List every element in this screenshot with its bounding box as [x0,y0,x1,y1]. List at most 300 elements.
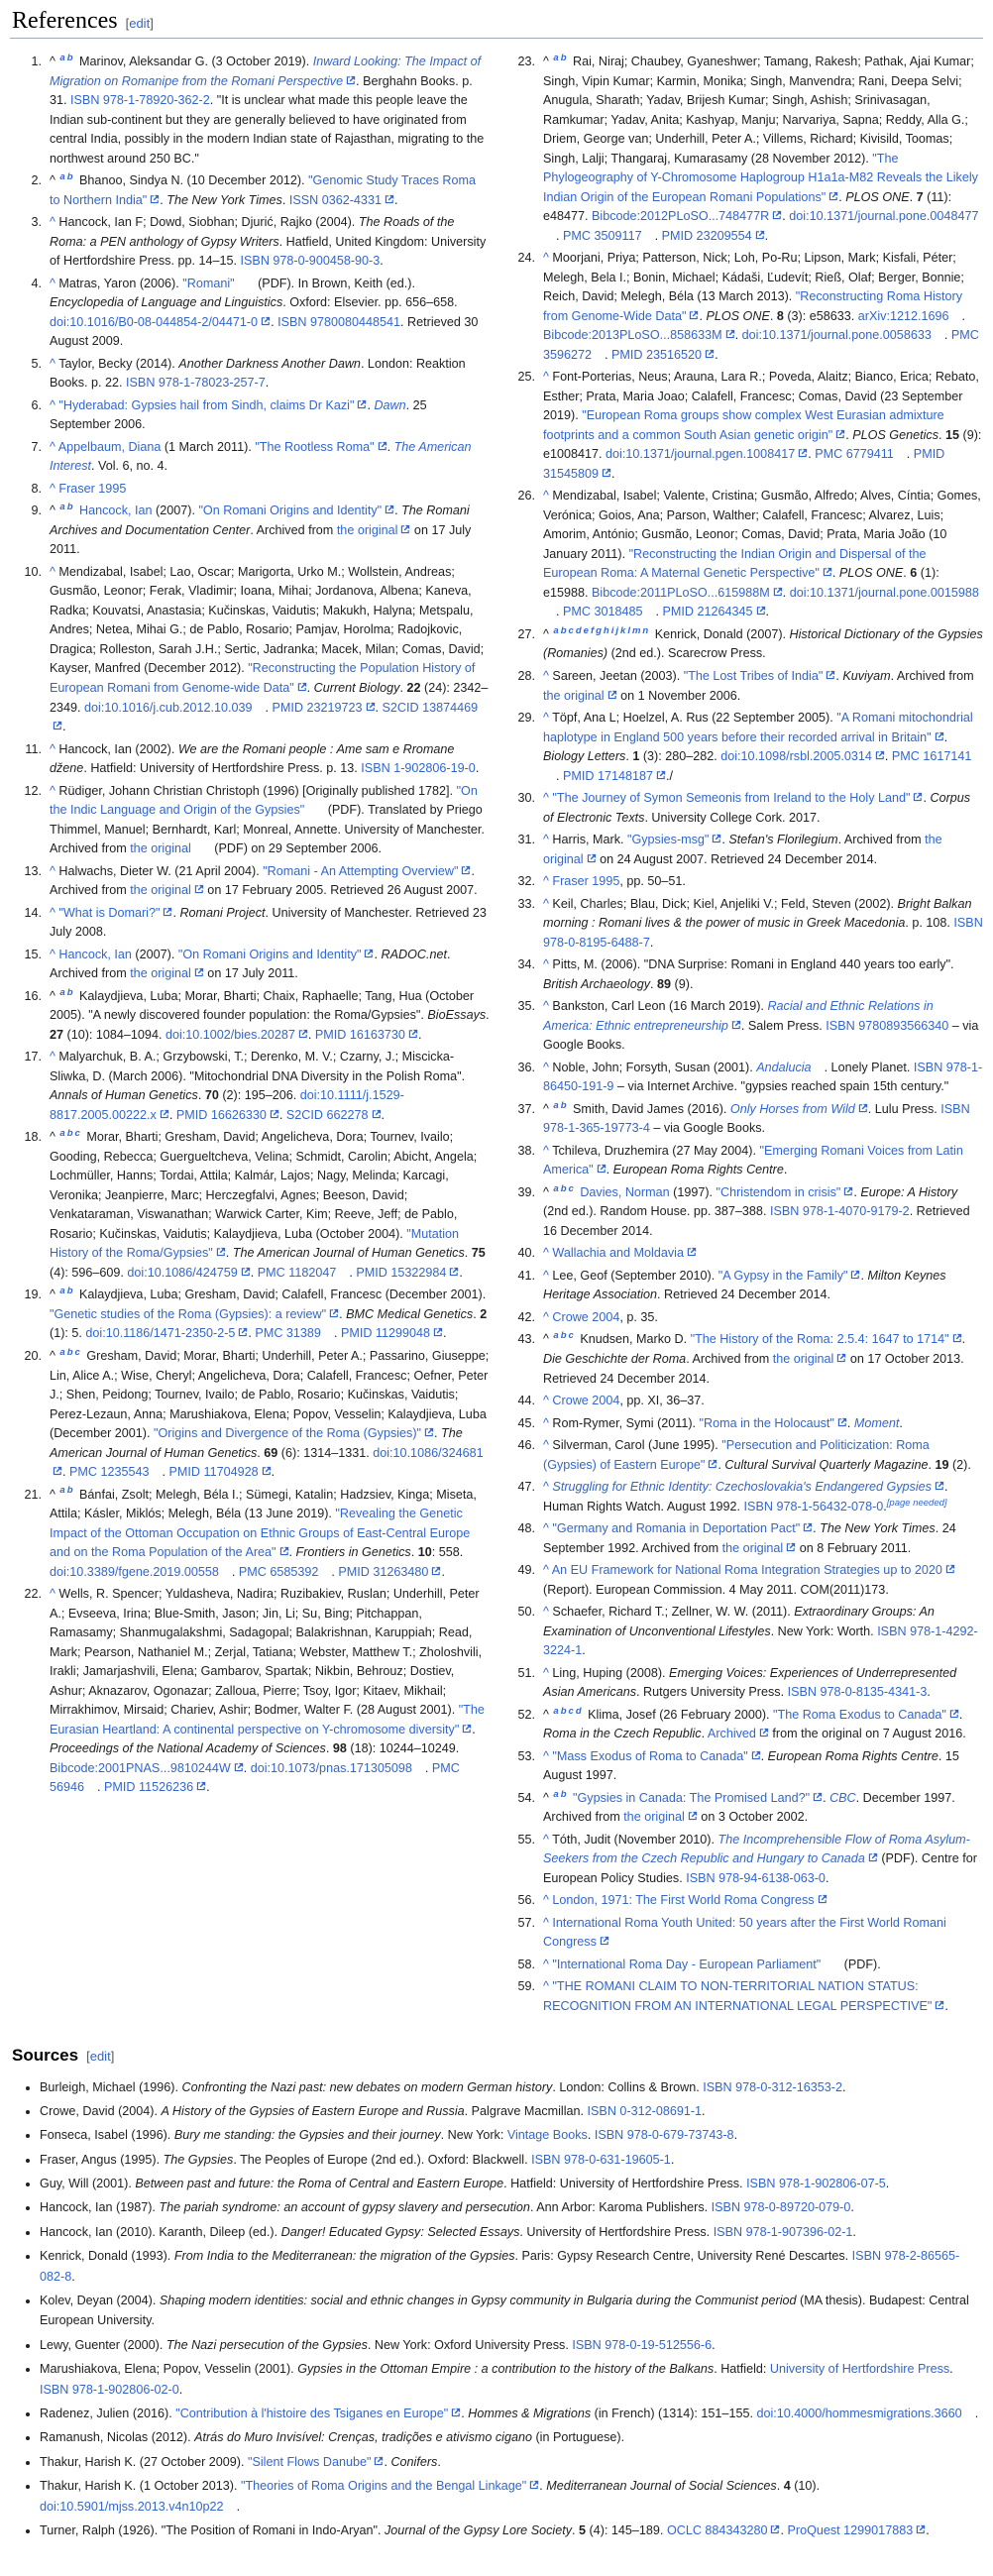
external-reference-link[interactable]: "The Rootless Roma" [255,440,386,454]
backlink-caret-icon[interactable]: ^ [50,783,55,798]
backlink-letter[interactable]: a [553,1705,559,1717]
external-reference-link[interactable]: doi:10.1086/424759 [127,1266,250,1280]
external-reference-link[interactable]: "Gypsies-msg" [627,833,721,846]
reference-link[interactable]: PMC 1617141 [891,749,972,764]
reference-link[interactable]: Fraser 1995 [58,481,127,496]
backlink-caret-icon[interactable]: ^ [50,215,55,230]
ref-italic-text: Mediterranean Journal of Social Sciences [546,2479,777,2494]
backlink-caret-icon[interactable]: ^ [50,1587,55,1602]
backlink-caret-icon[interactable]: ^ [50,439,55,454]
missing-access-icon-gap [894,445,907,465]
backlink-caret-icon[interactable]: ^ [543,1979,549,1994]
backlink-letter[interactable]: b [66,1346,73,1358]
backlink-caret-icon[interactable]: ^ [50,564,55,579]
external-reference-link[interactable]: PMID 17148187 [563,769,666,783]
external-reference-link[interactable]: "The Roma Exodus to Canada" [773,1708,959,1722]
reference-link[interactable]: CBC [829,1790,856,1805]
external-reference-link[interactable]: the original [623,1810,698,1824]
backlink-caret-icon[interactable]: ^ [543,1309,549,1324]
backlink-caret-icon[interactable]: ^ [543,874,549,889]
reference-item [543,1831,983,1889]
external-reference-link[interactable]: "Genetic studies of the Roma (Gypsies): a review" [50,1307,339,1321]
reference-link[interactable]: Appelbaum, Diana [57,439,162,454]
external-reference-link[interactable]: The Incomprehensible Flow of Roma Asylum-Seekers from the Czech Republic and Hungary to Canada [543,1833,970,1866]
reference-link[interactable]: doi:10.1371/journal.pone.0015988 [789,585,979,600]
reference-link[interactable]: ISBN 978-0-900458-90-3 [240,254,381,269]
reference-link[interactable]: doi:10.1371/journal.pone.0058633 [741,328,932,343]
ref-text: Schaefer, Richard T.; Zellner, W. W. (2011). [552,1605,795,1620]
backlink-letter[interactable]: d [575,1705,582,1717]
external-reference-link[interactable]: "Mutation History of the Roma/Gypsies" [50,1227,459,1261]
backlink-letter[interactable]: a [59,1286,65,1297]
backlink-letter[interactable]: a [59,1346,65,1358]
external-reference-link[interactable]: Bibcode:2013PLoSO...858633M [543,328,735,342]
ref-text: . [437,2454,441,2469]
backlink-letter[interactable]: c [74,1128,80,1140]
backlink-letter[interactable]: b [560,1330,567,1342]
external-reference-link[interactable]: "The Lost Tribes of India" [684,669,836,683]
ref-text: . [374,947,382,961]
reference-link[interactable]: doi:10.1016/j.cub.2012.10.039 [84,700,253,715]
external-reference-link[interactable]: doi:10.1002/bies.20287 [166,1028,308,1042]
source-item [40,2335,983,2355]
backlink-caret-icon[interactable]: ^ [543,1748,549,1763]
ref-text: . [649,935,654,950]
ref-text: on 17 July 2011. [50,522,472,557]
external-reference-link[interactable]: doi:10.1186/1471-2350-2-5 [85,1326,248,1340]
backlink-caret-icon[interactable]: ^ [543,833,549,847]
external-reference-link[interactable]: doi:10.1098/rsbl.2005.0314 [720,749,885,763]
reference-link[interactable]: Hancock, Ian [58,947,132,961]
reference-link[interactable]: PMC 1235543 [69,1465,150,1480]
backlink-caret-icon[interactable]: ^ [543,1521,549,1536]
backlink-caret-icon[interactable]: ^ [543,489,549,504]
reference-link[interactable]: University of Hertfordshire Press [769,2362,950,2377]
reference-link[interactable]: PMC 31389 [255,1326,321,1341]
backlink-caret-icon[interactable]: ^ [543,1246,549,1261]
external-reference-link[interactable]: "The History of the Roma: 2.5.4: 1647 to 1714" [691,1332,962,1346]
reference-link[interactable]: ISBN 978-94-6138-063-0 [686,1870,826,1885]
reference-link[interactable]: The American Interest [50,439,472,474]
reference-item [543,872,983,892]
backlink-letter[interactable]: e [583,624,589,636]
ref-text: from the original on 7 August 2016. [768,1727,966,1741]
reference-link[interactable]: ISBN 978-1-78920-362-2 [70,93,210,108]
ref-text: . [265,700,273,715]
reference-link[interactable]: ISBN 978-0-8195-6488-7 [543,916,983,950]
reference-link[interactable]: doi:10.1073/pnas.171305098 [250,1760,412,1775]
reference-link[interactable]: Moment [853,1415,900,1430]
backlink-caret-icon[interactable]: ^ [543,1957,549,1971]
backlink-caret-icon[interactable]: ^ [543,1915,549,1930]
backlink-letter[interactable]: b [66,502,73,513]
reference-link[interactable]: doi:10.4000/hommesmigrations.3660 [756,2406,962,2420]
external-reference-link[interactable]: Struggling for Ethnic Identity: Czechoslovakia's Endangered Gypsies [552,1480,944,1494]
ref-text: . [974,2406,979,2420]
external-reference-link[interactable]: the original [130,966,204,980]
reference-link[interactable]: doi:10.1371/journal.pone.0048477 [789,209,979,224]
backlink-letter[interactable]: l [627,624,630,636]
backlink-caret-icon[interactable]: ^ [50,863,55,878]
backlink-letter[interactable]: c [568,624,574,636]
reference-item [543,1100,983,1139]
external-reference-link[interactable]: doi:10.1016/B0-08-044854-2/04471-0 [50,315,271,329]
external-reference-link[interactable]: "The Eurasian Heartland: A continental perspective on Y-chromosome diversity" [50,1703,485,1736]
reference-link[interactable]: doi:10.5901/mjss.2013.v4n10p22 [40,2499,224,2514]
external-reference-link[interactable]: "A Gypsy in the Family" [718,1269,861,1283]
ref-text: . [380,254,384,269]
external-reference-link[interactable]: Racial and Ethnic Relations in America: Ethnic entrepreneurship [543,999,934,1033]
reference-link[interactable]: ISBN 978-0-8135-4341-3 [787,1685,928,1700]
ref-text: (18): 10244–10249. [346,1741,460,1756]
external-link-icon [798,445,808,465]
reference-link[interactable]: arXiv:1212.1696 [857,308,949,323]
ref-text: (24): 2342–2349. [50,680,489,715]
backlink-caret-icon[interactable]: ^ [543,1268,549,1283]
reference-link[interactable]: ISBN 978-0-679-73743-8 [594,2128,734,2143]
external-reference-link[interactable]: Bibcode:2011PLoSO...615988M [592,586,783,600]
external-reference-link[interactable]: "Theories of Roma Origins and the Bengal Linkage" [241,2479,539,2493]
reference-link[interactable]: Crowe 2004 [552,1309,620,1324]
page-needed-link[interactable]: [page needed] [886,1497,947,1509]
backlink-caret-icon[interactable]: ^ [543,1415,549,1430]
backlink-letter[interactable]: b [560,624,567,636]
external-reference-link[interactable]: International Roma Youth United: 50 years after the First World Romani Congress [543,1916,946,1950]
reference-link[interactable]: Crowe 2004 [552,1394,620,1408]
backlink-letter[interactable]: m [631,624,641,636]
external-reference-link[interactable]: doi:10.1086/324681 [50,1446,484,1480]
backlink-caret-icon[interactable]: ^ [50,905,55,920]
external-reference-link[interactable]: S2CID 662278 [286,1108,382,1122]
ref-text: . [434,1426,442,1441]
external-link-icon [298,1026,308,1046]
reference-link[interactable]: ISBN 978-1-86450-191-9 [543,1060,983,1094]
ref-text: . [712,2337,716,2352]
backlink-caret-icon[interactable]: ^ [50,947,55,961]
backlink-letter[interactable]: b [66,1485,73,1497]
external-reference-link[interactable]: PMID 23219723 [272,701,375,715]
external-reference-link[interactable]: PMID 16163730 [315,1028,418,1042]
reference-link[interactable]: Davies, Norman [580,1184,670,1199]
reference-link[interactable]: Fraser 1995 [552,874,620,889]
external-reference-link[interactable]: the original [722,1541,797,1555]
edit-sources-link[interactable]: edit [89,2048,111,2064]
backlink-letter[interactable]: n [642,624,649,636]
external-reference-link[interactable]: "Contribution à l'histoire des Tsiganes en Europe" [175,2407,461,2420]
external-reference-link[interactable]: PMID 31545809 [543,447,944,481]
backlink-letter[interactable]: a [553,624,559,636]
external-reference-link[interactable]: PMID 23209554 [662,229,765,243]
backlink-letter[interactable]: b [560,1705,567,1717]
backlink-letter[interactable]: b [66,1286,73,1297]
external-reference-link[interactable]: the original [130,883,204,897]
external-reference-link[interactable]: "Roma in the Holocaust" [700,1416,847,1430]
external-reference-link[interactable]: "THE ROMANI CLAIM TO NON-TERRITORIAL NATION STATUS: RECOGNITION FROM AN INTERNATIONAL LEGAL PERSPECTIVE" [543,1979,944,2013]
backlink-letter[interactable]: b [560,1099,567,1111]
backlink-letter[interactable]: b [66,52,73,63]
backlink-letter[interactable]: g [596,624,602,636]
ref-italic-text: The Nazi persecution of the Gypsies [166,2337,368,2352]
external-reference-link[interactable]: "The Phylogeography of Y-Chromosome Haplogroup H1a1a-M82 Reveals the Likely Indian Origin of the European Romani Populations" [543,152,978,204]
ref-text: . [168,1107,176,1122]
reference-link[interactable]: PMC 6585392 [238,1564,319,1579]
external-reference-link[interactable]: ISSN 0362-4331 [289,193,394,207]
external-reference-link[interactable]: the original [543,689,617,703]
backlink-letter[interactable]: c [74,1346,80,1358]
external-reference-link[interactable]: the original [543,833,942,866]
external-reference-link[interactable]: PMID 11526236 [104,1780,206,1794]
reference-link[interactable]: doi:10.3389/fgene.2019.00558 [50,1564,219,1579]
reference-item [543,1664,983,1703]
backlink-caret-icon[interactable]: ^ [50,397,55,412]
reference-link[interactable]: PMC 3596272 [543,328,979,362]
external-reference-link[interactable]: PMID 15322984 [356,1266,459,1280]
backlink-letter[interactable]: a [553,1099,559,1111]
backlink-caret-icon[interactable]: ^ [543,1060,549,1074]
backlink-letter[interactable]: a [553,1788,559,1800]
backlink-letter[interactable]: i [610,624,614,636]
backlink-letter[interactable]: a [553,1330,559,1342]
backlink-caret-icon[interactable]: ^ [50,276,55,290]
external-reference-link[interactable]: doi:10.1111/j.1529-8817.2005.00222.x [50,1088,404,1122]
reference-link[interactable]: "On the Indic Language and Origin of the Gypsies" [50,783,478,818]
reference-link[interactable]: ISBN 978-1-56432-078-0 [743,1499,884,1513]
external-reference-link[interactable]: OCLC 884343280 [667,2523,781,2537]
external-reference-link[interactable]: Bibcode:2012PLoSO...748477R [592,209,782,223]
backlink-letter[interactable]: a [59,52,65,63]
backlink-caret-icon[interactable]: ^ [543,791,549,806]
external-reference-link[interactable]: PMID 21264345 [663,605,766,618]
sources-list [10,2077,983,2541]
reference-link[interactable]: ISBN 978-0-19-512556-6 [572,2337,713,2352]
external-reference-link[interactable]: "Revealing the Genetic Impact of the Ottoman Occupation on Ethnic Groups of East-Central Europe and on the Roma Population of the Area" [50,1507,470,1559]
ref-text: . [539,2479,547,2494]
ref-text: Noble, John; Forsyth, Susan (2001). [552,1060,757,1074]
external-reference-link[interactable]: Bibcode:2001PNAS...9810244W [50,1761,244,1775]
ref-text: . December 1997. Archived from [543,1790,955,1825]
backlink-letter[interactable]: h [603,624,609,636]
external-reference-link[interactable]: "Reconstructing the Indian Origin and Dispersal of the European Roma: A Maternal Genetic Perspective" [543,547,926,581]
reference-link[interactable]: ISBN 978-1-902806-07-5 [746,2177,886,2191]
ref-text: . [961,308,966,323]
reference-item [50,1286,490,1344]
backlink-caret-icon[interactable]: ^ [543,711,549,726]
references-heading-text: References [12,8,118,34]
reference-link[interactable]: PMC 1182047 [257,1265,337,1280]
reference-link[interactable]: ISBN 0-312-08691-1 [587,2103,703,2118]
external-reference-link[interactable]: ProQuest 1299017883 [787,2523,926,2537]
backlink-letter[interactable]: a [553,1182,559,1194]
backlink-caret-icon[interactable]: ^ [50,481,55,496]
reference-link[interactable]: ISBN 978-0-631-19605-1 [531,2152,671,2167]
external-link-icon [378,438,387,458]
ref-text: . [943,729,948,744]
edit-references-link[interactable]: edit [129,16,151,31]
backlink-letter[interactable]: f [590,624,595,636]
external-reference-link[interactable]: "Germany and Romania in Deportation Pact" [552,1521,813,1535]
external-reference-link[interactable]: doi:10.1371/journal.pgen.1008417 [606,447,808,461]
reference-link[interactable]: Dawn [374,397,406,412]
backlink-caret-icon[interactable]: ^ [543,1143,549,1158]
ref-text: . [944,1998,948,2013]
backlink-caret-icon[interactable]: ^ [543,1438,549,1453]
backlink-letter[interactable]: a [59,502,65,513]
external-link-icon [241,1264,251,1284]
external-reference-link[interactable]: London, 1971: The First World Roma Congress [552,1893,827,1907]
external-reference-link[interactable]: Inward Looking: The Impact of Migration on Romanipe from the Romani Perspective [50,55,481,88]
backlink-caret-icon[interactable]: ^ [543,1893,549,1908]
reference-link[interactable]: ISBN 978-2-86565-082-8 [40,2249,960,2284]
external-reference-link[interactable]: "Origins and Divergence of the Roma (Gypsies)" [154,1426,434,1440]
backlink-letters [552,53,567,63]
reference-link[interactable]: Vintage Books [506,2128,588,2143]
external-link-icon [451,2404,461,2423]
backlink-letter[interactable]: j [615,624,619,636]
backlink-letter[interactable]: c [568,1330,574,1342]
reference-link[interactable]: ISBN 978-1-4292-3224-1 [543,1624,978,1658]
backlink-caret-icon[interactable]: ^ [543,957,549,972]
reference-link[interactable]: PMC 3018485 [563,605,643,619]
reference-link[interactable]: ISBN 9780893566340 [826,1018,949,1033]
backlink-letter[interactable]: a [59,170,65,182]
reference-link[interactable]: "International Roma Day - European Parliament" [552,1957,822,1971]
external-reference-link[interactable]: Archived [708,1727,769,1740]
reference-link[interactable]: ISBN 978-0-89720-079-0 [711,2200,851,2215]
external-reference-link[interactable]: "Reconstructing Roma History from Genome-Wide Data" [543,289,962,323]
backlink-letter[interactable]: b [560,1182,567,1194]
backlink-caret-icon[interactable]: ^ [50,356,55,371]
backlink-caret-icon[interactable]: ^ [50,741,55,756]
external-reference-link[interactable]: An EU Framework for National Roma Integration Strategies up to 2020 [552,1563,955,1577]
external-reference-link[interactable]: the original [337,523,411,537]
backlink-letter[interactable]: c [568,1182,574,1194]
backlink-caret-icon[interactable]: ^ [543,370,549,385]
backlink-letter[interactable]: b [66,1128,73,1140]
backlink-letter[interactable]: k [620,624,626,636]
external-link-icon [935,1997,944,2017]
reference-link[interactable]: ISBN 978-1-4070-9179-2 [769,1204,910,1219]
backlink-letter[interactable]: b [560,52,567,63]
reference-link[interactable]: Andalucia [756,1060,812,1074]
ref-text: . [611,466,615,481]
reference-link[interactable]: ISBN 978-1-907396-02-1 [713,2224,853,2239]
ref-text: . Archived from [890,668,974,683]
external-reference-link[interactable]: Only Horses from Wild [730,1102,868,1116]
external-reference-link[interactable]: PMID 11299048 [341,1326,443,1340]
external-reference-link[interactable]: PMID 16626330 [176,1108,279,1122]
ref-text: Kenrick, Donald (2007). [654,626,790,641]
external-reference-link[interactable]: "Reconstructing the Population History of European Romani from Genome-wide Data" [50,661,475,695]
external-reference-link[interactable]: PMID 23516520 [611,348,715,362]
reference-link[interactable]: ISBN 1-902806-19-0 [361,761,476,776]
external-reference-link[interactable]: "On Romani Origins and Identity" [178,948,375,961]
backlink-letter[interactable]: b [66,986,73,998]
backlink-letter[interactable]: c [568,1705,574,1717]
backlink-letter[interactable]: a [59,1128,65,1140]
backlink-letter[interactable]: a [59,1485,65,1497]
external-reference-link[interactable]: "On Romani Origins and Identity" [198,504,394,517]
external-reference-link[interactable]: "Mass Exodus of Roma to Canada" [552,1749,760,1763]
external-reference-link[interactable]: PMID 31263480 [338,1565,441,1579]
backlink-caret-icon[interactable]: ^ [543,251,549,266]
external-reference-link[interactable]: "The Journey of Symon Semeonis from Ireland to the Holy Land" [552,791,923,805]
reference-link[interactable]: ISBN 978-1-365-19773-4 [543,1101,970,1136]
ref-text: . [733,2128,738,2143]
ref-text: . [71,2269,75,2284]
backlink-letter[interactable]: b [66,170,73,182]
external-reference-link[interactable]: Wallachia and Moldavia [552,1246,697,1260]
reference-link[interactable]: ISBN 9780080448541 [277,314,401,329]
reference-link[interactable]: PMC 6779411 [815,447,894,462]
external-reference-link[interactable]: "Hyderabad: Gypsies hail from Sindh, claims Dr Kazi" [58,398,367,412]
backlink-caret-icon: ^ [543,1184,549,1199]
ref-text: . [257,1445,265,1460]
backlink-caret-icon[interactable]: ^ [543,1480,549,1495]
backlink-letter[interactable]: a [553,52,559,63]
backlink-caret-icon[interactable]: ^ [543,1665,549,1680]
backlink-letter[interactable]: d [575,624,582,636]
external-reference-link[interactable]: "European Roma groups show complex West Eurasian admixture footprints and a common South Asian genetic origin" [543,408,944,442]
reference-link[interactable]: "Romani" [182,276,235,290]
reference-link[interactable]: ISBN 978-1-902806-02-0 [40,2382,179,2397]
external-reference-link[interactable]: "Emerging Romani Voices from Latin America" [543,1144,963,1177]
backlink-caret-icon[interactable]: ^ [543,1394,549,1408]
external-link-icon [773,584,783,604]
external-reference-link[interactable]: "Silent Flows Danube" [248,2455,384,2469]
external-reference-link[interactable]: "Persecution and Politicization: Roma (Gypsies) of Eastern Europe" [543,1438,930,1472]
external-reference-link[interactable]: "Genomic Study Traces Roma to Northern India" [50,173,476,207]
external-reference-link[interactable]: the original [773,1352,847,1366]
backlink-caret-icon: ^ [50,1349,55,1363]
backlink-caret-icon[interactable]: ^ [50,1050,55,1064]
backlink-letter[interactable]: b [560,1788,567,1800]
ref-text: (3): e58633. [783,308,858,323]
external-reference-link[interactable]: "Christendom in crisis" [717,1185,854,1199]
ref-italic-text: Frontiers in Genetics [295,1545,411,1560]
backlink-caret-icon[interactable]: ^ [543,1605,549,1620]
ref-text: , pp. 50–51. [619,874,686,889]
reference-link[interactable]: ISBN 978-0-312-16353-2 [703,2079,842,2094]
external-reference-link[interactable]: S2CID 13874469 [50,701,478,734]
ref-text: (2007). [131,947,178,961]
backlink-caret-icon[interactable]: ^ [543,999,549,1014]
backlink-caret-icon[interactable]: ^ [543,1563,549,1578]
backlink-caret-icon: ^ [543,55,549,68]
external-reference-link[interactable]: "Gypsies in Canada: The Promised Land?" [573,1791,823,1805]
backlink-letter[interactable]: a [59,986,65,998]
external-reference-link[interactable]: "Romani - An Attempting Overview" [263,864,471,878]
reference-link[interactable]: the original [130,841,191,856]
ref-italic-text: The American Journal of Human Genetics [50,1426,463,1460]
ref-text: . [909,189,917,204]
reference-link[interactable]: PMC 3509117 [563,228,642,243]
backlink-caret-icon[interactable]: ^ [543,896,549,911]
reference-link[interactable]: PMC 56946 [50,1760,460,1795]
backlink-caret-icon[interactable]: ^ [543,1832,549,1847]
references-list-right [503,53,983,2017]
ref-text: . [486,1008,490,1023]
backlink-caret-icon[interactable]: ^ [543,668,549,683]
ref-text: . University of Hertfordshire Press. [519,2224,714,2239]
external-reference-link[interactable]: "What is Domari?" [58,906,172,920]
external-link-icon [913,789,923,809]
reference-link[interactable]: ISBN 978-1-78023-257-7 [126,376,266,391]
external-reference-link[interactable]: "A Romani mitochondrial haplotype in England 500 years before their recorded arrival in Britain" [543,711,973,744]
missing-access-icon-gap [304,801,324,821]
reference-link[interactable]: Hancock, Ian [79,504,153,518]
external-reference-link[interactable]: PMID 11704928 [169,1465,272,1479]
source-item [40,2427,983,2447]
